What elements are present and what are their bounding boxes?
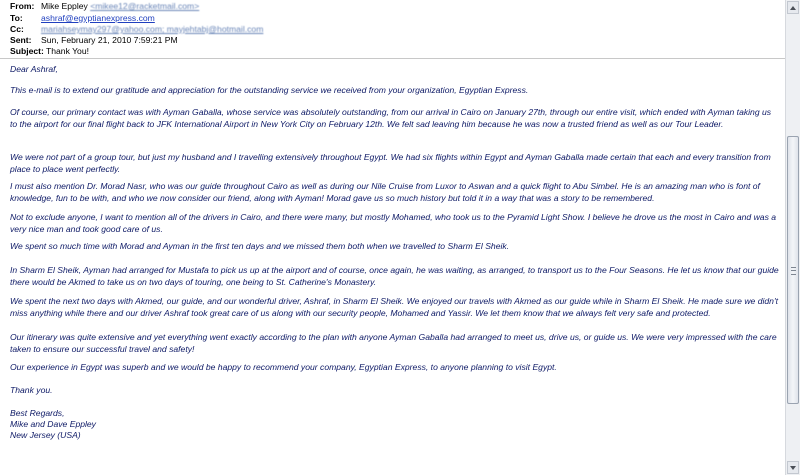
paragraph-akmed: We spent the next two days with Akmed, our guide, and our wonderful driver, Ashraf, in Sharm El Sheik. We enjoyed our travels with Akmed as our guide while in Sharm El Sheik. He made sure we didn't miss anything while there and our driver Ashraf took great care of us along with our security people, Mohamed and Yassir. We let them know that we always felt very safe and protected. <box>10 296 778 318</box>
from-label: From: <box>10 1 35 11</box>
email-header <box>0 0 785 60</box>
cc-label: Cc: <box>10 24 24 34</box>
paragraph-drivers: Not to exclude anyone, I want to mention all of the drivers in Cairo, and there were many, but mostly Mohamed, who took us to the Pyramid Light Show. I believe he drove us the most in Cairo and was a very nice man and took good care of us. <box>10 212 777 234</box>
paragraph-thanks: Thank you. <box>10 385 53 395</box>
paragraph-intro: This e-mail is to extend our gratitude and appreciation for the outstanding service we received from your organization, Egyptian Express. <box>10 85 529 95</box>
paragraph-sharm: In Sharm El Sheik, Ayman had arranged for Mustafa to pick us up at the airport and of course, once again, he was waiting, as arranged, to transport us to the Four Seasons. He let us know that our guide there would be Akmed to take us on two days of touring, one being to St. Catherine's Monastery. <box>10 265 779 287</box>
paragraph-recommend: Our experience in Egypt was superb and we would be happy to recommend your company, Egyptian Express, to anyone planning to visit Egypt. <box>10 362 557 372</box>
sent-label: Sent: <box>10 35 32 45</box>
header-divider <box>0 58 785 59</box>
paragraph-morad: I must also mention Dr. Morad Nasr, who was our guide throughout Cairo as well as during our Nile Cruise from Luxor to Aswan and a quick flight to Abu Simbel. He is an amazing man who is font of knowledge, fun to be with, and who we now consider our friend, along with Ayman! Morad gave us so much history but told it in a way that was a story to be remembered. <box>10 181 760 203</box>
signoff-line: Best Regards, <box>10 408 65 418</box>
scroll-down-button[interactable] <box>787 461 799 474</box>
paragraph-first-days: We spent so much time with Morad and Ayman in the first ten days and we missed them both when we travelled to Sharm El Sheik. <box>10 241 510 251</box>
cc-addresses[interactable]: mariahseymay297@yahoo.com; mayjehtabj@hotmail.com <box>41 24 264 34</box>
from-row <box>10 1 199 12</box>
arrow-down-icon <box>790 466 796 470</box>
scroll-up-button[interactable] <box>787 1 799 14</box>
from-email[interactable]: <mikee12@racketmail.com> <box>90 1 200 11</box>
scrollbar-thumb[interactable] <box>787 136 799 404</box>
signature-location: New Jersey (USA) <box>10 430 81 440</box>
paragraph-itinerary: Our itinerary was quite extensive and yet everything went exactly according to the plan with anyone Ayman Gaballa had arranged to meet us, drive us, or guide us. We were very impressed with the care taken to ensure our successful travel and safety! <box>10 332 777 354</box>
paragraph-travel: We were not part of a group tour, but just my husband and I travelling extensively throughout Egypt. We had six flights within Egypt and Ayman Gaballa made certain that each and every transition from place to place went perfectly. <box>10 152 771 174</box>
subject-text: Thank You! <box>46 46 90 56</box>
arrow-up-icon <box>790 6 796 10</box>
to-address[interactable]: ashraf@egyptianexpress.com <box>41 13 155 23</box>
signature-name: Mike and Dave Eppley <box>10 419 96 429</box>
paragraph-ayman: Of course, our primary contact was with Ayman Gaballa, whose service was absolutely outstanding, from our arrival in Cairo on January 27th, through our entire visit, which ended with Ayman taking us to the airport for our final flight back to JFK International Airport in New York City on February 12th. We felt sad leaving him because he was now a trusted friend as well as our Tour Leader. <box>10 107 772 129</box>
to-label: To: <box>10 13 23 23</box>
grip-icon <box>791 267 796 275</box>
subject-row <box>10 46 89 57</box>
sent-date: Sun, February 21, 2010 7:59:21 PM <box>41 35 178 45</box>
vertical-scrollbar[interactable] <box>785 0 800 475</box>
greeting: Dear Ashraf, <box>10 64 58 74</box>
from-name: Mike Eppley <box>41 1 88 11</box>
to-row <box>10 13 155 24</box>
cc-row <box>10 24 263 35</box>
sent-row <box>10 35 178 46</box>
subject-label: Subject: <box>10 46 44 56</box>
